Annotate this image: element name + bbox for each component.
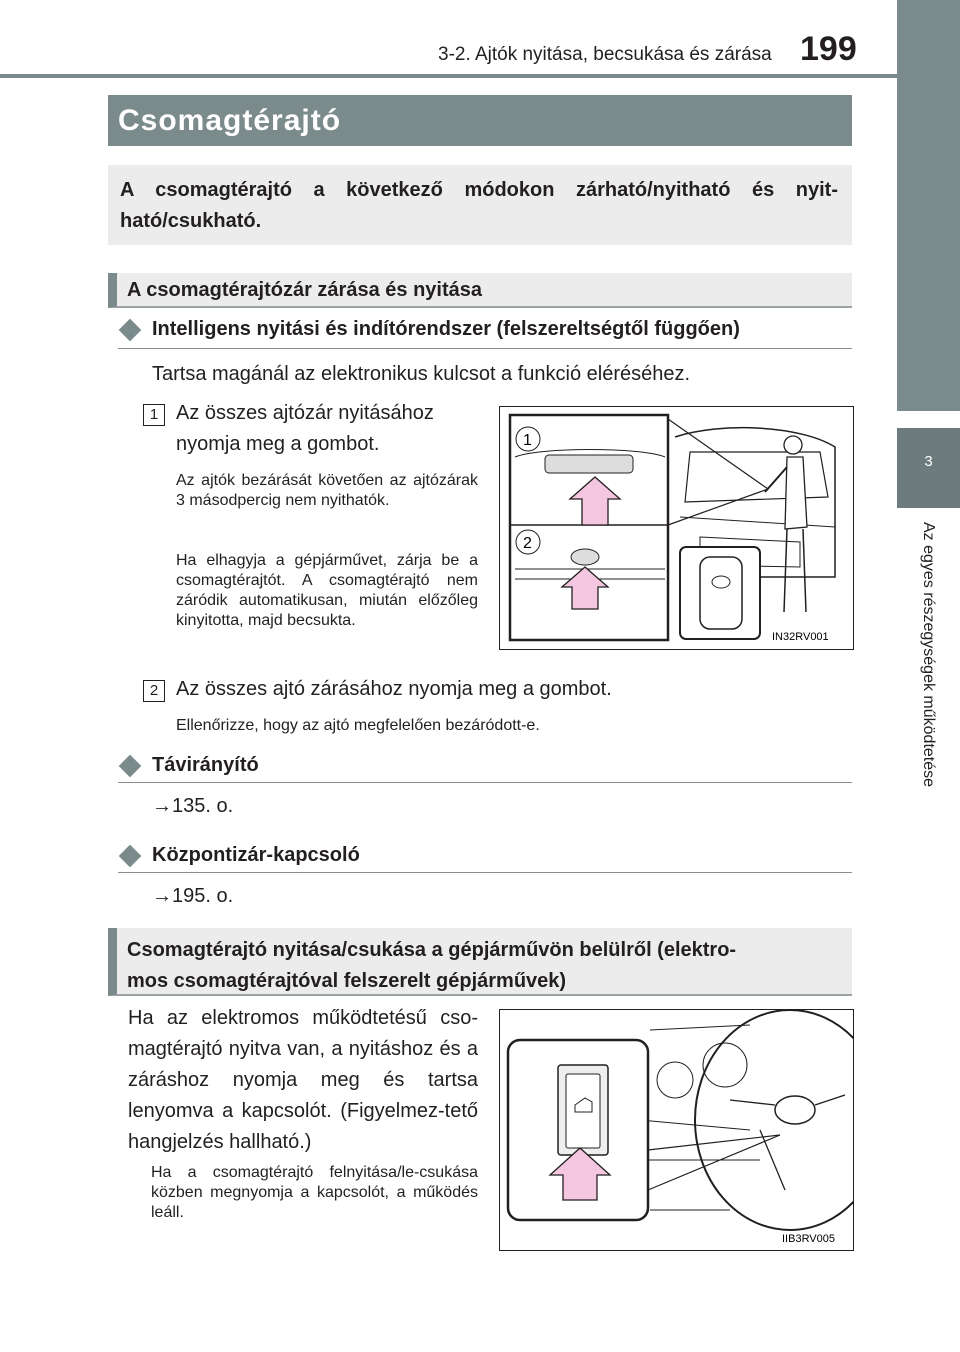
step-number-2: 2 bbox=[143, 680, 165, 702]
subheading-smart-entry: Intelligens nyitási és indítórendszer (felszereltségtől függően) bbox=[152, 318, 740, 340]
diamond-bullet-icon bbox=[119, 755, 142, 778]
header-divider bbox=[0, 74, 960, 78]
diamond-bullet-icon bbox=[119, 319, 142, 342]
section-heading-2-line-1: Csomagtérajtó nyitása/csukása a gépjárművön belülről (elektro- bbox=[127, 939, 737, 961]
section-heading-1-text: A csomagtérajtózár zárása és nyitása bbox=[127, 279, 482, 301]
section-heading-2-line-2: mos csomagtérajtóval felszerelt gépjárművek) bbox=[127, 970, 567, 992]
subheading-central-lock: Központizár-kapcsoló bbox=[152, 844, 360, 866]
intro-text: A csomagtérajtó a következő módokon zárható/nyitható és nyit-ható/csukható. bbox=[120, 179, 838, 232]
subheading-remote: Távirányító bbox=[152, 754, 259, 776]
callout-1: 1 bbox=[523, 432, 532, 449]
page-title: Csomagtérajtó bbox=[118, 104, 342, 137]
chapter-title: 3-2. Ajtók nyitása, becsukása és zárása bbox=[438, 44, 772, 65]
subheading-divider bbox=[118, 782, 852, 783]
intro-box bbox=[108, 165, 852, 245]
figure-tailgate-illustration bbox=[500, 407, 853, 649]
page-number: 199 bbox=[800, 30, 857, 68]
section-heading-2 bbox=[108, 928, 852, 996]
smart-key-icon bbox=[700, 557, 742, 629]
power-tailgate-text: Ha az elektromos működtetésű cso-magtérajtó nyitva van, a nyitáshoz és a záráshoz nyomja meg és tartsa lenyomva a kapcsolót. (Figyelmez-tető hangjelzés hallható.) bbox=[128, 1007, 478, 1153]
callout-2: 2 bbox=[523, 535, 532, 552]
figure-tailgate-buttons bbox=[499, 406, 854, 650]
smart-entry-text: Tartsa magánál az elektronikus kulcsot a funkció eléréséhez. bbox=[152, 363, 691, 385]
figure-dashboard-illustration bbox=[500, 1010, 853, 1250]
remote-ref-link[interactable]: →135. o. bbox=[152, 795, 234, 817]
step-1-text: Az összes ajtózár nyitásához nyomja meg a gombot. bbox=[176, 402, 434, 455]
section-heading-1 bbox=[108, 273, 852, 308]
side-tab-top bbox=[897, 0, 960, 411]
page-title-bar bbox=[108, 95, 852, 146]
subheading-divider bbox=[118, 872, 852, 873]
power-tailgate-note: Ha a csomagtérajtó felnyitása/le-csukása közben megnyomja a kapcsolót, a működés leáll. bbox=[151, 1164, 478, 1221]
step-1-note-1: Az ajtók bezárását követően az ajtózárak 3 másodpercig nem nyithatók. bbox=[176, 472, 478, 509]
diamond-bullet-icon bbox=[119, 845, 142, 868]
side-tab-label: Az egyes részegységek működtetése bbox=[920, 522, 937, 788]
figure-2-code: IIB3RV005 bbox=[782, 1233, 836, 1245]
central-lock-ref-link[interactable]: →195. o. bbox=[152, 885, 234, 907]
figure-1-code: IN32RV001 bbox=[772, 631, 829, 643]
step-2-note: Ellenőrizze, hogy az ajtó megfelelően bezáródott-e. bbox=[176, 717, 540, 734]
side-tab-number: 3 bbox=[924, 453, 933, 470]
subheading-divider bbox=[118, 348, 852, 349]
step-number-1: 1 bbox=[143, 404, 165, 426]
step-2-text: Az összes ajtó zárásához nyomja meg a gombot. bbox=[176, 678, 612, 700]
step-1-note-2: Ha elhagyja a gépjárművet, zárja be a csomagtérajtót. A csomagtérajtó nem záródik automatikusan, miután előzőleg kinyitotta, majd becsukta. bbox=[176, 552, 478, 629]
figure-dashboard-switch bbox=[499, 1009, 854, 1251]
